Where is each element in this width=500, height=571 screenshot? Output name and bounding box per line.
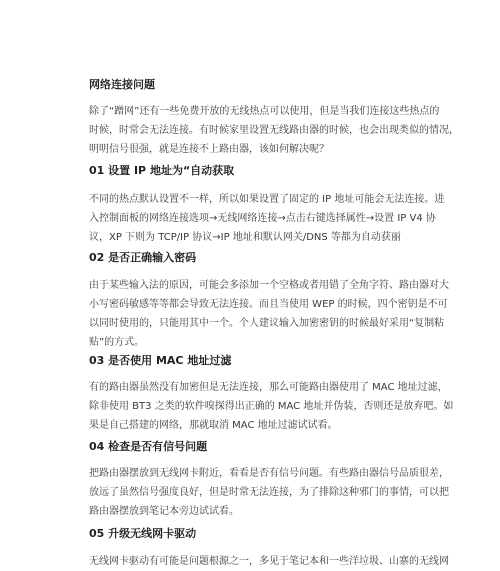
section-paragraph-04	[89, 464, 449, 521]
section-paragraph-02	[89, 276, 449, 352]
paragraph-line: 果是自己搭建的网络，那就取消 MAC 地址过滤试试看。	[89, 420, 338, 431]
section-heading-02: 02 是否正确输入密码	[89, 251, 197, 264]
paragraph-line: 把路由器摆放到无线网卡附近，看看是否有信号问题。有些路由器信号品质很差，	[89, 468, 449, 479]
section-paragraph-05	[89, 552, 449, 571]
section-heading-03: 03 是否使用 MAC 地址过滤	[89, 354, 232, 367]
intro-paragraph	[89, 102, 459, 159]
section-heading-05: 05 升级无线网卡驱动	[89, 527, 197, 540]
paragraph-line: 路由器摆放到笔记本旁边试试看。	[89, 506, 239, 517]
section-paragraph-03	[89, 378, 454, 435]
section-paragraph-01	[89, 190, 445, 247]
paragraph-line: 议，XP 下则为 TCP/IP 协议→IP 地址和默认网关/DNS 等都为自动获丽	[89, 232, 401, 243]
paragraph-line: 除非使用 BT3 之类的软件嗅探得出正确的 MAC 地址并伪装，否则还是放弃吧。如	[89, 401, 454, 412]
paragraph-line: 入控制面板的网络连接选项→无线网络连接→点击右键选择属性→设置 IP V4 协	[89, 213, 436, 224]
section-heading-01: 01 设置 IP 地址为“自动获取	[89, 164, 235, 177]
paragraph-line: 不同的热点默认设置不一样，所以如果设置了固定的 IP 地址可能会无法连接。进	[89, 194, 445, 205]
paragraph-line: 贴”的方式。	[89, 337, 145, 348]
paragraph-line: 无线网卡驱动有可能是问题根源之一，多见于笔记本和一些洋垃圾、山寨的无线网	[89, 556, 449, 567]
paragraph-line: 放远了虽然信号强度良好，但是时常无法连接，为了排除这种邪门的事情，可以把	[89, 487, 449, 498]
paragraph-line: 有的路由器虽然没有加密但是无法连接，那么可能路由器使用了 MAC 地址过滤，	[89, 382, 448, 393]
paragraph-line: 时候，时常会无法连接。有时候家里设置无线路由器的时候，也会出现类似的情况，	[89, 125, 459, 136]
paragraph-line: 小写密码敏感等等都会导致无法连接。而且当使用 WEP 的时候，四个密钥是不可	[89, 299, 448, 310]
paragraph-line: 由于某些输入法的原因，可能会多添加一个空格或者用错了全角字符、路由器对大	[89, 280, 449, 291]
section-heading-04: 04 检查是否有信号问题	[89, 440, 208, 453]
paragraph-line: 明明信号很强，就是连接不上路由器，该如何解决呢？	[89, 144, 329, 155]
paragraph-line: 以同时使用的，只能用其中一个。个人建议输入加密密钥的时候最好采用“复制粘	[89, 318, 445, 329]
paragraph-line: 除了“蹭网”还有一些免费开放的无线热点可以使用，但是当我们连接这些热点的	[89, 106, 440, 117]
article-title: 网络连接问题	[89, 78, 155, 91]
